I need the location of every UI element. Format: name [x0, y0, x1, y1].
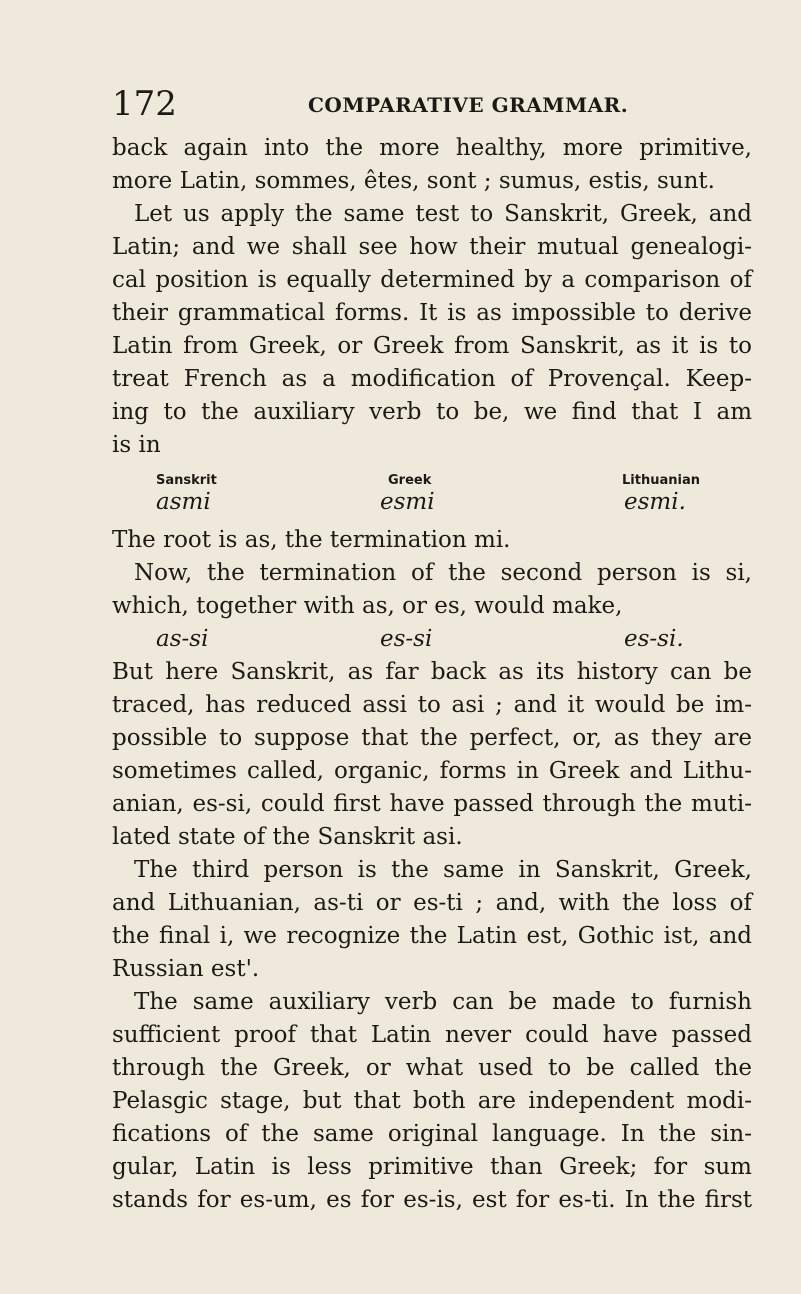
forms-row: [112, 623, 752, 656]
text-line: Russian est'.: [112, 956, 260, 982]
text-line: Latin from Greek, or Greek from Sanskrit, as it is to: [112, 333, 752, 359]
text-line: The third person is the same in Sanskrit, Greek,: [134, 857, 752, 883]
text-line: Pelasgic stage, but that both are independent modi-: [112, 1088, 752, 1114]
text-line: The root is as, the termination mi.: [112, 527, 511, 553]
page-body: [112, 132, 752, 1217]
text-line: anian, es-si, could first have passed through the muti-: [112, 791, 752, 817]
column-header-lithuanian: Lithuanian: [622, 473, 700, 488]
text-line: possible to suppose that the perfect, or, as they are: [112, 725, 752, 751]
form-lithuanian: es-si.: [624, 626, 684, 652]
text-line: back again into the more healthy, more primitive,: [112, 135, 752, 161]
text-line: sufficient proof that Latin never could have passed: [112, 1022, 752, 1048]
text-line: Latin; and we shall see how their mutual genealogi-: [112, 234, 752, 260]
text-line: stands for es-um, es for es-is, est for es-ti. In the first: [112, 1187, 752, 1213]
text-line: Let us apply the same test to Sanskrit, Greek, and: [134, 201, 752, 227]
text-line: treat French as a modification of Provençal. Keep-: [112, 366, 752, 392]
text-line: and Lithuanian, as-ti or es-ti ; and, with the loss of: [112, 890, 752, 916]
text-line: cal position is equally determined by a comparison of: [112, 267, 752, 293]
forms-table: [112, 462, 752, 524]
text-line: the final i, we recognize the Latin est, Gothic ist, and: [112, 923, 752, 949]
form-sanskrit: asmi: [156, 489, 211, 515]
form-lithuanian: esmi.: [624, 489, 686, 515]
text-line: which, together with as, or es, would make,: [112, 593, 623, 619]
page-header: [112, 84, 752, 124]
form-greek: es-si: [380, 626, 433, 652]
text-line: Now, the termination of the second person is si,: [134, 560, 752, 586]
text-line: The same auxiliary verb can be made to furnish: [134, 989, 752, 1015]
column-header-sanskrit: Sanskrit: [156, 473, 217, 488]
page-number: 172: [112, 84, 177, 124]
text-line: gular, Latin is less primitive than Greek; for sum: [112, 1154, 752, 1180]
text-line: traced, has reduced assi to asi ; and it would be im-: [112, 692, 752, 718]
form-greek: esmi: [380, 489, 435, 515]
column-header-greek: Greek: [388, 473, 432, 488]
form-sanskrit: as-si: [156, 626, 209, 652]
text-line: fications of the same original language. In the sin-: [112, 1121, 752, 1147]
text-line: is in: [112, 432, 161, 458]
text-line: their grammatical forms. It is as impossible to derive: [112, 300, 752, 326]
text-line: ing to the auxiliary verb to be, we find that I am: [112, 399, 752, 425]
text-line: more Latin, sommes, êtes, sont ; sumus, estis, sunt.: [112, 168, 715, 194]
text-line: lated state of the Sanskrit asi.: [112, 824, 463, 850]
text-line: But here Sanskrit, as far back as its history can be: [112, 659, 752, 685]
running-head: COMPARATIVE GRAMMAR.: [308, 93, 629, 117]
text-line: through the Greek, or what used to be called the: [112, 1055, 752, 1081]
text-line: sometimes called, organic, forms in Greek and Lithu-: [112, 758, 752, 784]
